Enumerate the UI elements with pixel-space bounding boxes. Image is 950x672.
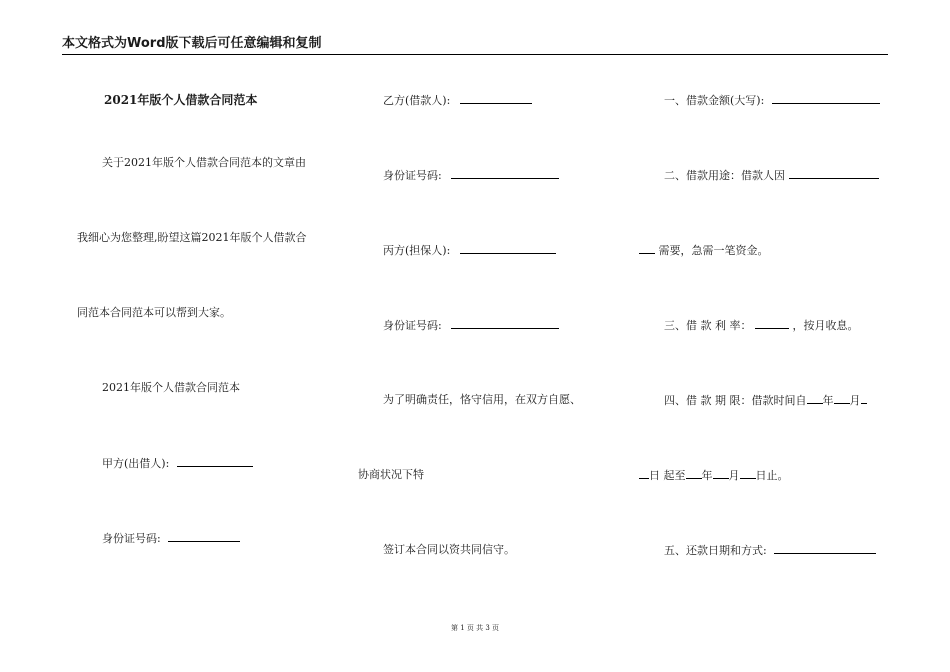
party-b-label: 乙方(借款人): [383,94,451,107]
party-b-id-blank [451,168,559,179]
repayment-field [664,543,876,558]
loan-amount-label: 一、借款金额(大写): [664,94,765,107]
interest-rate-suffix: ，按月收息。 [792,319,859,332]
preamble-line-3: 签订本合同以资共同信守。 [383,543,515,556]
loan-purpose-blank-2 [639,243,655,254]
party-a-blank [177,456,253,467]
party-b-id-field [383,168,559,183]
loan-term-month: 月 [849,394,861,407]
loan-purpose-text: 需要，急需一笔资金。 [658,244,769,257]
party-c-label: 丙方(担保人): [383,244,451,257]
party-a-label: 甲方(出借人): [102,457,170,470]
loan-purpose-continued [639,243,769,258]
party-b-field [383,93,532,108]
loan-term-continued [639,468,789,483]
loan-term-field [664,393,867,408]
party-a-field [102,456,253,471]
loan-term-end-month: 月 [728,469,740,482]
loan-purpose-field [664,168,879,183]
loan-term-end-month-blank [713,468,729,479]
party-c-id-label: 身份证号码: [383,319,442,332]
loan-term-label: 四、借 款 期 限：借款时间自 [664,394,807,407]
loan-term-end-day-blank [740,468,756,479]
loan-term-year-blank [807,393,823,404]
loan-term-year: 年 [822,394,834,407]
interest-rate-label: 三、借 款 利 率： [664,319,752,332]
loan-term-end-year: 年 [701,469,713,482]
loan-term-month-blank [834,393,850,404]
party-a-id-label: 身份证号码: [102,532,161,545]
loan-purpose-label: 二、借款用途：借款人因 [664,169,785,182]
interest-rate-blank [755,318,789,329]
loan-purpose-blank [789,168,879,179]
page-header: 本文格式为Word版下载后可任意编辑和复制 [62,34,888,55]
party-c-id-blank [451,318,559,329]
repayment-label: 五、还款日期和方式: [664,544,767,557]
preamble-line-1: 为了明确责任，恪守信用，在双方自愿、 [383,393,581,406]
loan-term-end: 日止。 [755,469,789,482]
loan-term-start-day: 日 起至 [649,469,686,482]
intro-line-1: 关于2021年版个人借款合同范本的文章由 [102,156,306,169]
party-b-blank [460,93,532,104]
loan-term-start-day-blank [639,468,649,479]
page-footer: 第 1 页 共 3 页 [450,624,500,632]
party-c-id-field [383,318,559,333]
party-a-id-blank [168,531,240,542]
party-c-blank [460,243,556,254]
loan-term-day-blank [861,393,867,404]
loan-term-end-year-blank [686,468,702,479]
intro-line-3: 同范本合同范本可以帮到大家。 [77,306,231,319]
intro-line-2: 我细心为您整理,盼望这篇2021年版个人借款合 [77,231,307,244]
document-title: 2021年版个人借款合同范本 [104,93,258,107]
preamble-line-2: 协商状况下特 [358,468,424,481]
loan-amount-blank [772,93,880,104]
party-c-field [383,243,556,258]
party-a-id-field [102,531,240,546]
interest-rate-field [664,318,859,333]
party-b-id-label: 身份证号码: [383,169,442,182]
loan-amount-field [664,93,880,108]
repayment-blank [774,543,876,554]
contract-subtitle: 2021年版个人借款合同范本 [102,381,240,394]
